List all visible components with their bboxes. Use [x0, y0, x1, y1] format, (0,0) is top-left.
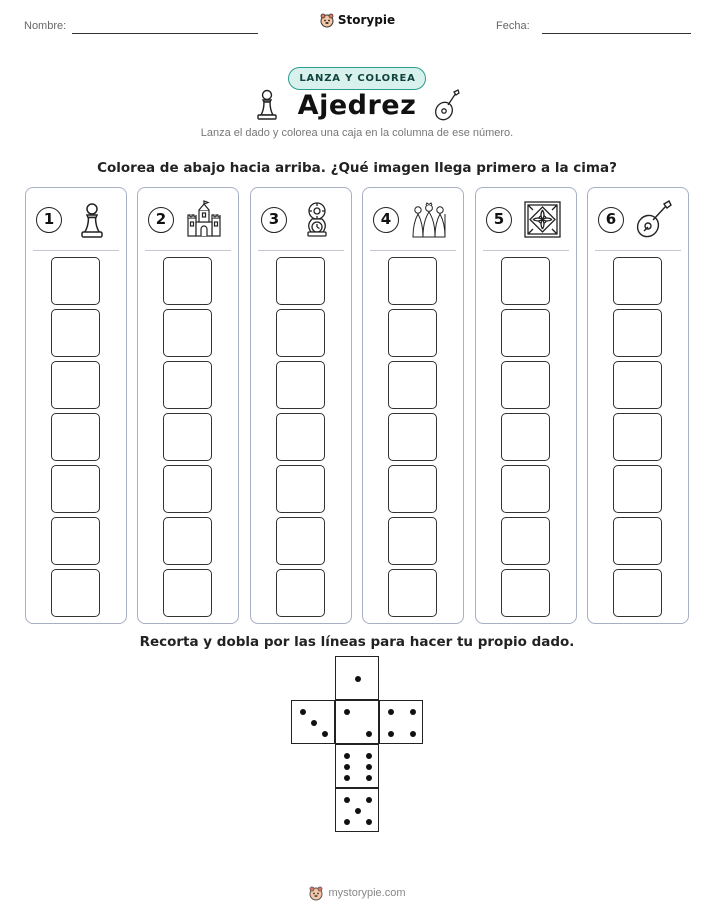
die-pip — [388, 731, 394, 737]
die-pip — [410, 709, 416, 715]
die-pip — [410, 731, 416, 737]
color-box[interactable] — [276, 309, 325, 357]
color-box[interactable] — [276, 257, 325, 305]
die-face-3 — [291, 700, 335, 744]
column-3 — [250, 187, 352, 624]
die-pip — [366, 731, 372, 737]
color-box[interactable] — [388, 257, 437, 305]
column-number: 6 — [598, 207, 624, 233]
color-box[interactable] — [276, 517, 325, 565]
lute-icon — [634, 200, 674, 240]
color-box[interactable] — [613, 517, 662, 565]
color-box[interactable] — [501, 257, 550, 305]
column-number: 1 — [36, 207, 62, 233]
color-box[interactable] — [501, 361, 550, 409]
color-box[interactable] — [163, 465, 212, 513]
die-pip — [300, 709, 306, 715]
color-box[interactable] — [51, 569, 100, 617]
die-pip — [344, 819, 350, 825]
color-box[interactable] — [613, 309, 662, 357]
die-face-5 — [335, 788, 379, 832]
color-box[interactable] — [51, 257, 100, 305]
footer — [0, 885, 714, 901]
castle-icon — [184, 200, 224, 240]
die-pip — [344, 764, 350, 770]
subtitle: Lanza el dado y colorea una caja en la columna de ese número. — [200, 127, 514, 139]
lute-icon — [434, 88, 460, 122]
color-box[interactable] — [501, 465, 550, 513]
tile-icon — [522, 200, 562, 240]
column-number: 4 — [373, 207, 399, 233]
title-row — [0, 88, 714, 122]
color-box[interactable] — [388, 517, 437, 565]
column-1 — [25, 187, 127, 624]
die-pip — [388, 709, 394, 715]
dice-instruction: Recorta y dobla por las líneas para hacer tu propio dado. — [139, 634, 575, 650]
die-pip — [366, 764, 372, 770]
column-number: 5 — [486, 207, 512, 233]
brand-name: Storypie — [337, 13, 396, 27]
die-pip — [355, 676, 361, 682]
die-face-1 — [335, 656, 379, 700]
die-face-6 — [335, 744, 379, 788]
pawn-icon — [254, 88, 280, 122]
clock-icon — [297, 200, 337, 240]
color-box[interactable] — [501, 517, 550, 565]
race-instruction: Colorea de abajo hacia arriba. ¿Qué imagen llega primero a la cima? — [97, 160, 617, 176]
color-box[interactable] — [276, 361, 325, 409]
die-pip — [355, 808, 361, 814]
die-face-2 — [335, 700, 379, 744]
die-pip — [344, 709, 350, 715]
color-box[interactable] — [276, 465, 325, 513]
color-box[interactable] — [613, 413, 662, 461]
name-label: Nombre: — [24, 20, 67, 32]
royal-family-icon — [409, 200, 449, 240]
color-box[interactable] — [613, 569, 662, 617]
color-box[interactable] — [388, 569, 437, 617]
color-box[interactable] — [276, 569, 325, 617]
footer-url: mystorypie.com — [328, 887, 406, 899]
die-pip — [344, 775, 350, 781]
die-pip — [366, 797, 372, 803]
activity-badge: LANZA Y COLOREA — [288, 67, 425, 90]
die-pip — [344, 797, 350, 803]
color-box[interactable] — [51, 309, 100, 357]
column-5 — [475, 187, 577, 624]
color-box[interactable] — [163, 309, 212, 357]
color-box[interactable] — [51, 465, 100, 513]
color-box[interactable] — [501, 309, 550, 357]
die-pip — [311, 720, 317, 726]
date-line[interactable] — [542, 33, 691, 34]
column-6 — [587, 187, 689, 624]
storypie-logo-icon — [308, 885, 324, 901]
color-box[interactable] — [388, 465, 437, 513]
color-box[interactable] — [51, 361, 100, 409]
die-pip — [366, 819, 372, 825]
die-pip — [322, 731, 328, 737]
color-box[interactable] — [613, 465, 662, 513]
color-box[interactable] — [51, 413, 100, 461]
color-box[interactable] — [388, 361, 437, 409]
column-number: 2 — [148, 207, 174, 233]
die-pip — [344, 753, 350, 759]
color-box[interactable] — [163, 413, 212, 461]
color-box[interactable] — [163, 569, 212, 617]
column-number: 3 — [261, 207, 287, 233]
die-pip — [366, 753, 372, 759]
color-box[interactable] — [388, 309, 437, 357]
name-line[interactable] — [72, 33, 258, 34]
brand — [0, 12, 714, 32]
color-box[interactable] — [613, 361, 662, 409]
column-2 — [137, 187, 239, 624]
storypie-logo-icon — [319, 12, 335, 28]
page-title: Ajedrez — [297, 89, 417, 121]
color-box[interactable] — [501, 413, 550, 461]
column-4 — [362, 187, 464, 624]
color-box[interactable] — [613, 257, 662, 305]
color-box[interactable] — [388, 413, 437, 461]
color-box[interactable] — [163, 361, 212, 409]
color-box[interactable] — [163, 517, 212, 565]
color-box[interactable] — [163, 257, 212, 305]
color-box[interactable] — [51, 517, 100, 565]
die-face-4 — [379, 700, 423, 744]
date-label: Fecha: — [496, 20, 530, 32]
pawn-icon — [72, 200, 112, 240]
die-pip — [366, 775, 372, 781]
color-box[interactable] — [276, 413, 325, 461]
color-box[interactable] — [501, 569, 550, 617]
